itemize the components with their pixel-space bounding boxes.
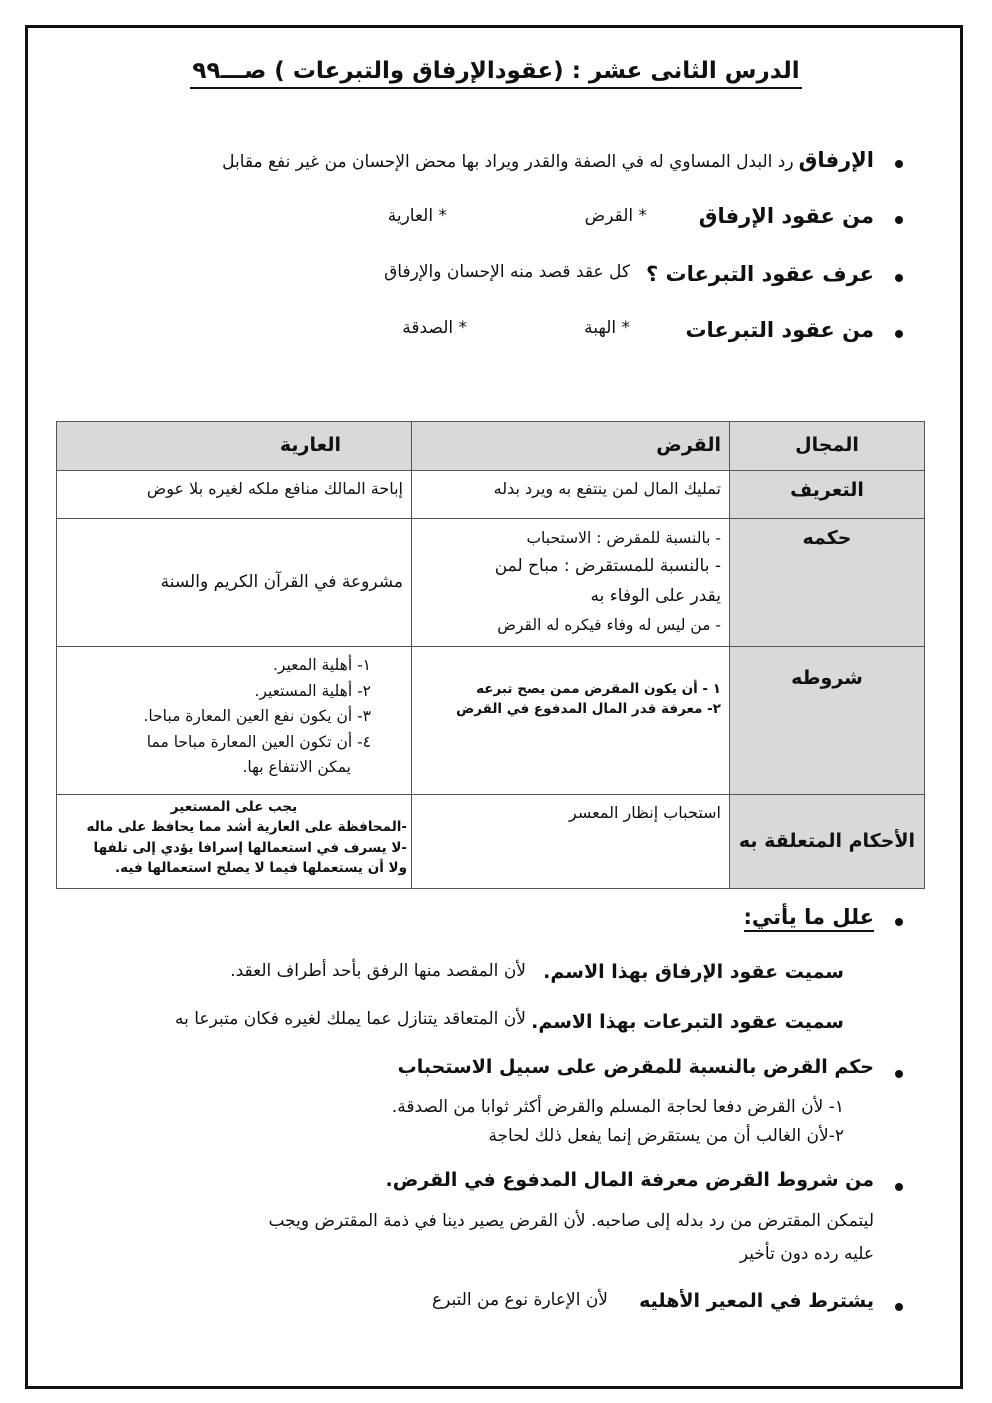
cell-ariya: يجب على المستعير -المحافظة على العارية أشد مما يحافظ على ماله -لا يسرف في استعمالها إسرافا يؤدي إلى تلفها ولا أن يستعملها فيما لا يصلح استعمالها فيه. (57, 795, 412, 889)
table-row (57, 519, 925, 647)
bullet-icon (895, 918, 903, 926)
cell-qard: ١ - أن يكون المقرض ممن يصح تبرعه ٢- معرفة قدر المال المدفوع في القرض (412, 647, 730, 795)
irfaq-contract-item: * العارية (387, 206, 447, 226)
bullet-icon (895, 1070, 903, 1078)
table-row (57, 647, 925, 795)
lesson-title: الدرس الثانى عشر : (عقودالإرفاق والتبرعات ) صـــ٩٩ (0, 58, 992, 84)
qard-ruling-line: ١- لأن القرض دفعا لحاجة المسلم والقرض أكثر ثوابا من الصدقة. (391, 1097, 844, 1117)
row-field: شروطه (730, 647, 925, 795)
comparison-table (56, 421, 925, 889)
qard-condition-heading: من شروط القرض معرفة المال المدفوع في القرض. (385, 1169, 874, 1191)
reason-answer: لأن المتعاقد يتنازل عما يملك لغيره فكان متبرعا به (175, 1009, 526, 1029)
qard-condition-line: ليتمكن المقترض من رد بدله إلى صاحبه. لأن القرض يصير دينا في ذمة المقترض ويجب (268, 1211, 874, 1231)
tabarruat-contracts-term: من عقود التبرعات (685, 318, 874, 342)
lender-condition-heading: يشترط في المعير الأهليه (639, 1290, 874, 1312)
header-qard: القرض (412, 422, 730, 471)
reasons-heading: علل ما يأتي: (744, 905, 874, 932)
tabarruat-contract-item: * الهبة (584, 318, 630, 338)
qard-condition-line: عليه رده دون تأخير (739, 1244, 874, 1264)
header-ariya: العارية (57, 422, 412, 471)
cell-qard: تمليك المال لمن ينتفع به ويرد بدله (412, 471, 730, 519)
table-header-row (57, 422, 925, 471)
definition-irfaq: الإرفاق رد البدل المساوي له في الصفة والقدر ويراد بها محض الإحسان من غير نفع مقابل (222, 148, 874, 172)
row-field: التعريف (730, 471, 925, 519)
bullet-icon (895, 160, 903, 168)
bullet-icon (895, 1303, 903, 1311)
header-field: المجال (730, 422, 925, 471)
cell-ariya: ١- أهلية المعير. ٢- أهلية المستعير. ٣- أن يكون نفع العين المعارة مباحا. ٤- أن تكون العين المعارة مباحا مما يمكن الانتفاع بها. (57, 647, 412, 795)
cell-qard: استحباب إنظار المعسر (412, 795, 730, 889)
row-field: حكمه (730, 519, 925, 647)
qard-ruling-heading: حكم القرض بالنسبة للمقرض على سبيل الاستحباب (397, 1056, 874, 1078)
cell-ariya: مشروعة في القرآن الكريم والسنة (57, 519, 412, 647)
irfaq-contract-item: * القرض (584, 206, 647, 226)
bullet-icon (895, 330, 903, 338)
cell-qard: - بالنسبة للمقرض : الاستحباب - بالنسبة للمستقرض : مباح لمن يقدر على الوفاء به - من ليس له وفاء فيكره له القرض (412, 519, 730, 647)
cell-ariya: إباحة المالك منافع ملكه لغيره بلا عوض (57, 471, 412, 519)
bullet-icon (895, 1183, 903, 1191)
qard-ruling-line: ٢-لأن الغالب أن من يستقرض إنما يفعل ذلك لحاجة (488, 1126, 844, 1146)
reason-answer: لأن المقصد منها الرفق بأحد أطراف العقد. (230, 961, 526, 981)
tabarruat-definition: كل عقد قصد منه الإحسان والإرفاق (384, 262, 630, 282)
bullet-icon (895, 216, 903, 224)
tabarruat-contract-item: * الصدقة (402, 318, 467, 338)
table-row (57, 795, 925, 889)
reason-question: سميت عقود التبرعات بهذا الاسم. (531, 1011, 844, 1033)
irfaq-contracts-term: من عقود الإرفاق (698, 204, 874, 228)
row-field: الأحكام المتعلقة به (730, 795, 925, 889)
reason-question: سميت عقود الإرفاق بهذا الاسم. (543, 961, 844, 983)
lender-condition-reason: لأن الإعارة نوع من التبرع (431, 1290, 608, 1310)
table-row (57, 471, 925, 519)
tabarruat-question: عرف عقود التبرعات ؟ (646, 262, 874, 286)
bullet-icon (895, 274, 903, 282)
